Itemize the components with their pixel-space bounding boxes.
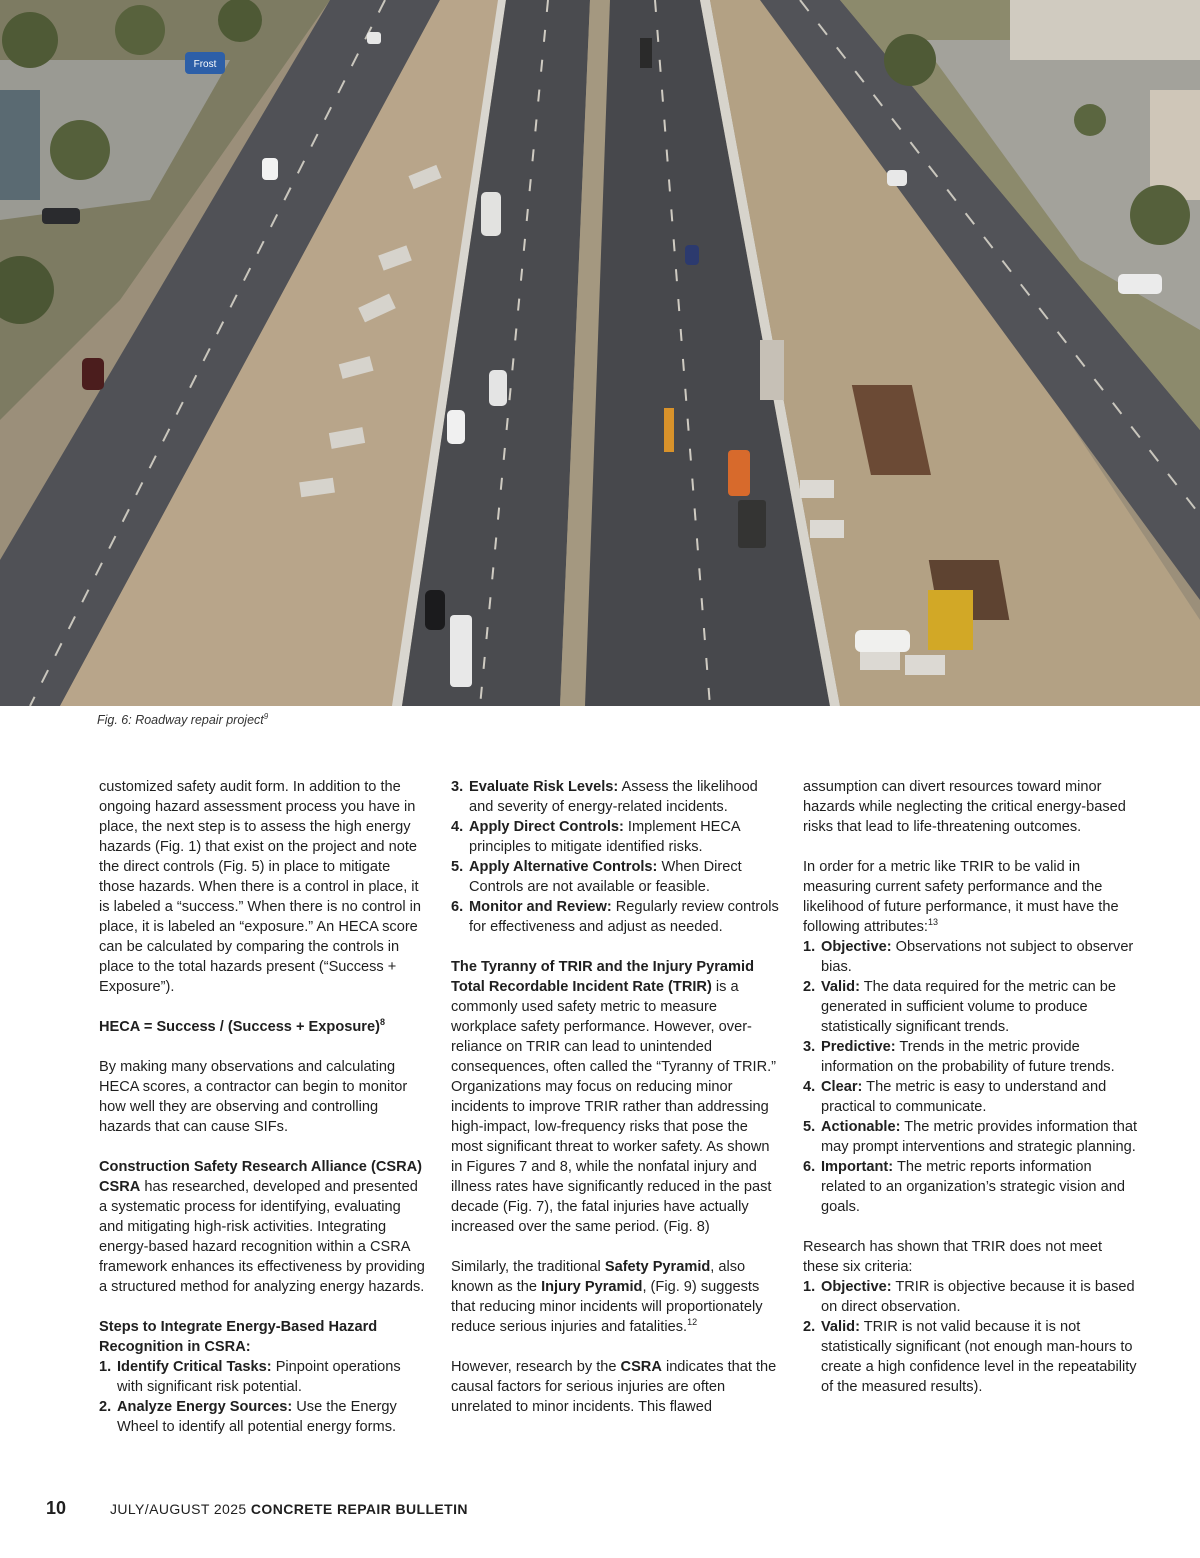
list-number: 2. [803,979,816,995]
list-text: Pinpoint operations with significant risk potential. [117,1359,401,1395]
list-number: 4. [451,819,464,835]
page-number: 10 [46,1498,67,1518]
list-text: TRIR is objective because it is based on direct observation. [821,1279,1135,1315]
paragraph-text: , (Fig. 9) suggests that reducing minor incidents will proportionately reduce serious injuries and fatalities. [451,1279,763,1335]
bold-term: CSRA [620,1359,662,1375]
list-item [451,777,781,817]
paragraph-text: indicates that the causal factors for serious injuries are often unrelated to minor incidents. This flawed [451,1359,777,1415]
list-term: Apply Direct Controls: [469,819,624,835]
list-number: 6. [803,1159,816,1175]
list-number: 1. [99,1359,112,1375]
list-term: Actionable: [821,1119,901,1135]
text-column-1 [99,777,429,1437]
list-item [803,937,1138,977]
paragraph-text: However, research by the [451,1359,621,1375]
publication-name: CONCRETE REPAIR BULLETIN [250,1501,468,1517]
paragraph: Research has shown that TRIR does not meet these six criteria: [803,1239,1103,1275]
list-number: 6. [451,899,464,915]
list-text: The metric reports information related to an organization’s strategic vision and goals. [821,1159,1125,1215]
list-number: 5. [451,859,464,875]
paragraph: By making many observations and calculating HECA scores, a contractor can begin to monitor how well they are observing and controlling hazards that can cause SIFs. [99,1059,408,1135]
list-item [803,1117,1138,1157]
issue-line [110,1501,468,1517]
list-text: The metric is easy to understand and practical to communicate. [821,1079,1107,1115]
list-text: TRIR is not valid because it is not statistically significant (not enough man-hours to create a high confidence level in the repeatability of the measured results). [821,1319,1137,1395]
section-heading-tyranny: The Tyranny of TRIR and the Injury Pyramid [451,959,754,975]
paragraph [451,977,781,1237]
list-text: The data required for the metric can be generated in sufficient volume to produce statistically significant trends. [821,979,1117,1035]
list-item [451,897,781,937]
figure-caption [97,712,268,727]
list-term: Apply Alternative Controls: [469,859,658,875]
paragraph: customized safety audit form. In addition to the ongoing hazard assessment process you have in place, the next step is to assess the high energy hazards (Fig. 1) that exist on the project and note the direct controls (Fig. 5) in place to mitigate those hazards. When there is a control in place, it is labeled a “success.” When there is no control in place, it is labeled an “exposure.” An HECA score can be calculated by comparing the controls in place to the total hazards present (“Success + Exposure”). [99,779,422,995]
list-term: Objective: [821,1279,892,1295]
bold-term: CSRA [99,1179,141,1195]
list-term: Evaluate Risk Levels: [469,779,619,795]
criteria-list [803,1277,1138,1397]
footnote-ref: 8 [379,1017,385,1028]
list-term: Objective: [821,939,892,955]
aerial-roadway-illustration [0,0,1200,706]
list-term: Analyze Energy Sources: [117,1399,293,1415]
footnote-ref: 13 [927,917,938,928]
bold-term: Injury Pyramid [541,1279,643,1295]
section-heading-csra: Construction Safety Research Alliance (CSRA) [99,1159,423,1175]
list-item [803,1077,1138,1117]
issue-date: JULY/AUGUST 2025 [110,1501,247,1517]
figure-caption-ref: 9 [263,712,269,721]
page-footer [0,1498,1200,1522]
list-number: 1. [803,1279,816,1295]
list-text: Implement HECA principles to mitigate identified risks. [469,819,740,855]
list-term: Predictive: [821,1039,896,1055]
list-item [99,1397,429,1437]
text-column-2 [451,777,781,1417]
list-number: 4. [803,1079,816,1095]
list-text: When Direct Controls are not available or feasible. [469,859,742,895]
bold-term: Total Recordable Incident Rate (TRIR) [451,979,712,995]
section-heading-steps: Steps to Integrate Energy-Based Hazard Recognition in CSRA: [99,1319,378,1355]
text-column-3 [803,777,1138,1397]
paragraph: assumption can divert resources toward minor hazards while neglecting the critical energy-based risks that lead to life-threatening outcomes. [803,779,1126,835]
list-number: 2. [99,1399,112,1415]
list-item [803,1157,1138,1217]
paragraph-text: has researched, developed and presented a systematic process for identifying, evaluating and mitigating high-risk activities. Integrating energy-based hazard recognition within a CSRA framework enhances its effectiveness by providing a structured method for analyzing energy hazards. [99,1179,425,1295]
list-item [803,977,1138,1037]
list-item [451,857,781,897]
list-text: Trends in the metric provide information on the probability of future trends. [821,1039,1115,1075]
list-number: 3. [803,1039,816,1055]
list-item [803,1037,1138,1077]
attributes-list [803,937,1138,1217]
list-number: 5. [803,1119,816,1135]
list-term: Clear: [821,1079,863,1095]
store-sign-text: Frost [193,59,217,70]
figure-caption-text: Fig. 6: Roadway repair project [97,713,264,728]
list-term: Important: [821,1159,894,1175]
list-number: 3. [451,779,464,795]
list-text: The metric provides information that may prompt interventions and strategic planning. [821,1119,1138,1155]
list-term: Monitor and Review: [469,899,612,915]
list-number: 2. [803,1319,816,1335]
steps-list [99,1357,429,1437]
paragraph [451,1357,781,1417]
list-term: Valid: [821,979,860,995]
paragraph-text: In order for a metric like TRIR to be valid in measuring current safety performance and the likelihood of future performance, it must have the following attributes: [803,859,1119,935]
paragraph [99,1177,429,1297]
bold-term: Safety Pyramid [604,1259,711,1275]
paragraph-text: Similarly, the traditional [451,1259,605,1275]
roadway-photo [0,0,1200,706]
list-text: Use the Energy Wheel to identify all potential energy forms. [117,1399,397,1435]
list-term: Identify Critical Tasks: [117,1359,272,1375]
list-item [803,1277,1138,1317]
heca-formula-text: HECA = Success / (Success + Exposure) [99,1019,380,1035]
paragraph [803,857,1138,937]
paragraph [451,1257,781,1337]
list-text: Regularly review controls for effectiveness and adjust as needed. [469,899,779,935]
list-item [803,1317,1138,1397]
paragraph-text: , also known as the [451,1259,746,1295]
footnote-ref: 12 [687,1317,698,1328]
list-item [451,817,781,857]
list-number: 1. [803,939,816,955]
list-text: Assess the likelihood and severity of energy-related incidents. [469,779,758,815]
steps-list-continued [451,777,781,937]
heca-formula [99,1017,429,1037]
paragraph-text: is a commonly used safety metric to measure workplace safety performance. However, over-reliance on TRIR can lead to unintended consequences, often called the “Tyranny of TRIR.” Organizations may focus on reducing minor incidents to improve TRIR rather than addressing high-impact, low-frequency risks that pose the most significant threat to worker safety. As shown in Figures 7 and 8, while the nonfatal injury and illness rates have significantly reduced in the past decade (Fig. 7), the fatal injuries have actually increased over the same period. (Fig. 8) [451,979,777,1235]
list-text: Observations not subject to observer bias. [821,939,1134,975]
list-term: Valid: [821,1319,860,1335]
list-item [99,1357,429,1397]
